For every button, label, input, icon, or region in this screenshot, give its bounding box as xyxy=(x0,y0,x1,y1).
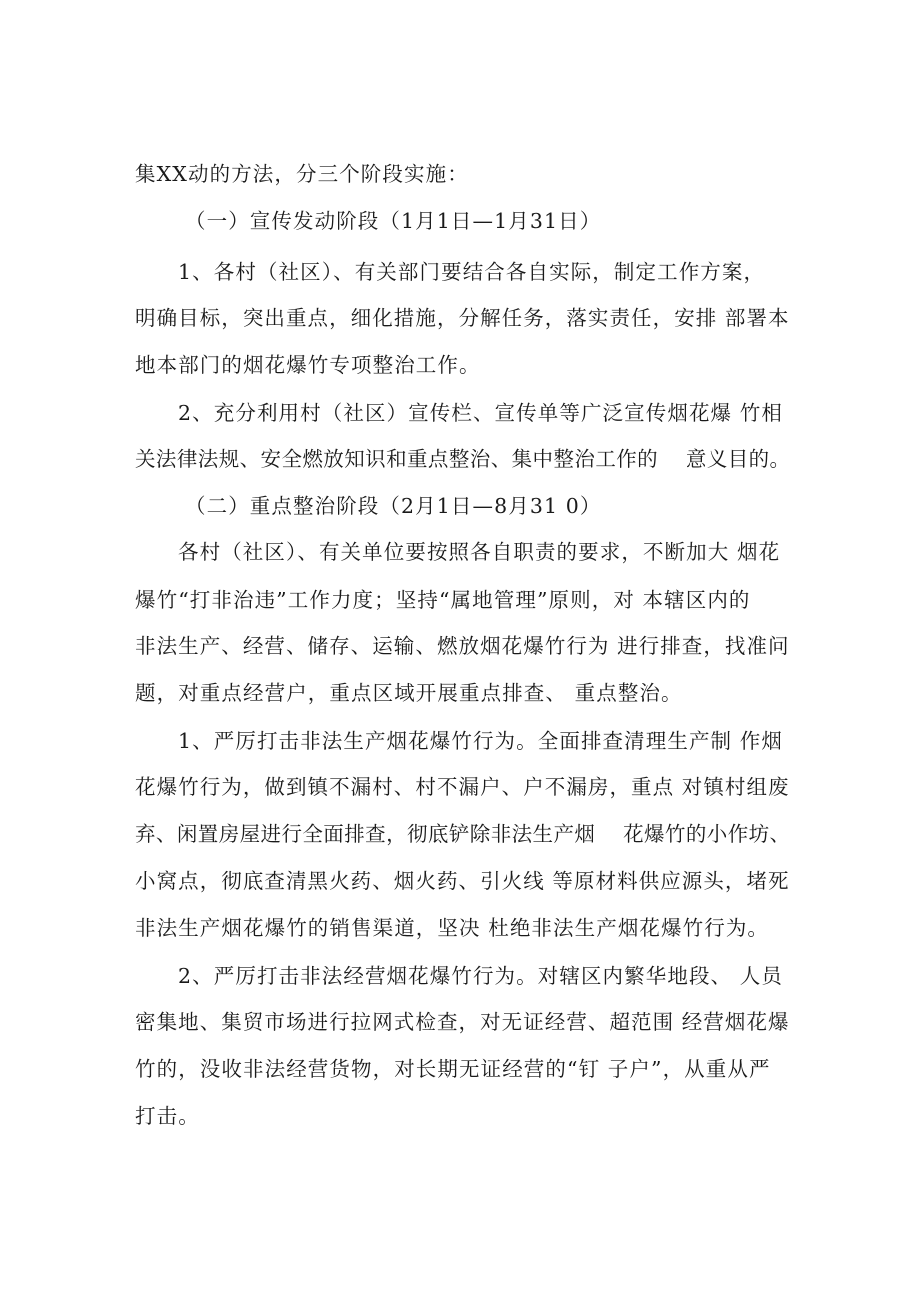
text-line: 地本部门的烟花爆竹专项整治工作。 xyxy=(135,353,481,377)
text-line: 密集地、集贸市场进行拉网式检查，对无证经营、超范围 经营烟花爆 xyxy=(135,1010,790,1034)
text-line: 关法律法规、安全燃放知识和重点整治、集中整治工作的 意义目的。 xyxy=(135,447,791,471)
text-line: 1、各村（社区）、有关部门要结合各自实际，制定工作方案， xyxy=(178,260,766,284)
section-heading: （一）宣传发动阶段（1月1日—1月31日） xyxy=(185,209,602,233)
text-line: 非法生产烟花爆竹的销售渠道，坚决 杜绝非法生产烟花爆竹行为。 xyxy=(135,916,770,940)
text-line: 2、充分利用村（社区）宣传栏、宣传单等广泛宣传烟花爆 竹相 xyxy=(178,401,783,425)
text-line: 集XX动的方法，分三个阶段实施： xyxy=(135,162,469,186)
text-line: 花爆竹行为，做到镇不漏村、村不漏户、户不漏房，重点 对镇村组废 xyxy=(135,775,790,799)
text-line: 小窝点，彻底查清黑火药、烟火药、引火线 等原材料供应源头，堵死 xyxy=(135,869,790,893)
text-line: 打击。 xyxy=(135,1104,200,1128)
text-line: 爆竹“打非治违”工作力度；坚持“属地管理”原则，对 本辖区内的 xyxy=(135,588,751,612)
section-heading: （二）重点整治阶段（2月1日—8月31 0） xyxy=(185,494,602,518)
text-line: 竹的，没收非法经营货物，对长期无证经营的“钉 子户”，从重从严 xyxy=(135,1057,771,1081)
text-line: 各村（社区）、有关单位要按照各自职责的要求，不断加大 烟花 xyxy=(178,540,781,564)
text-line: 2、严厉打击非法经营烟花爆竹行为。对辖区内繁华地段、 人员 xyxy=(178,964,783,988)
text-line: 弃、闲置房屋进行全面排查，彻底铲除非法生产烟 花爆竹的小作坊、 xyxy=(135,822,791,846)
text-line: 1、严厉打击非法生产烟花爆竹行为。全面排查清理生产制 作烟 xyxy=(178,729,783,753)
text-line: 题，对重点经营户，重点区域开展重点排查、 重点整治。 xyxy=(135,681,683,705)
text-line: 明确目标，突出重点，细化措施，分解任务，落实责任，安排 部署本 xyxy=(135,306,790,330)
text-line: 非法生产、经营、储存、运输、燃放烟花爆竹行为 进行排查，找准问 xyxy=(135,634,790,658)
